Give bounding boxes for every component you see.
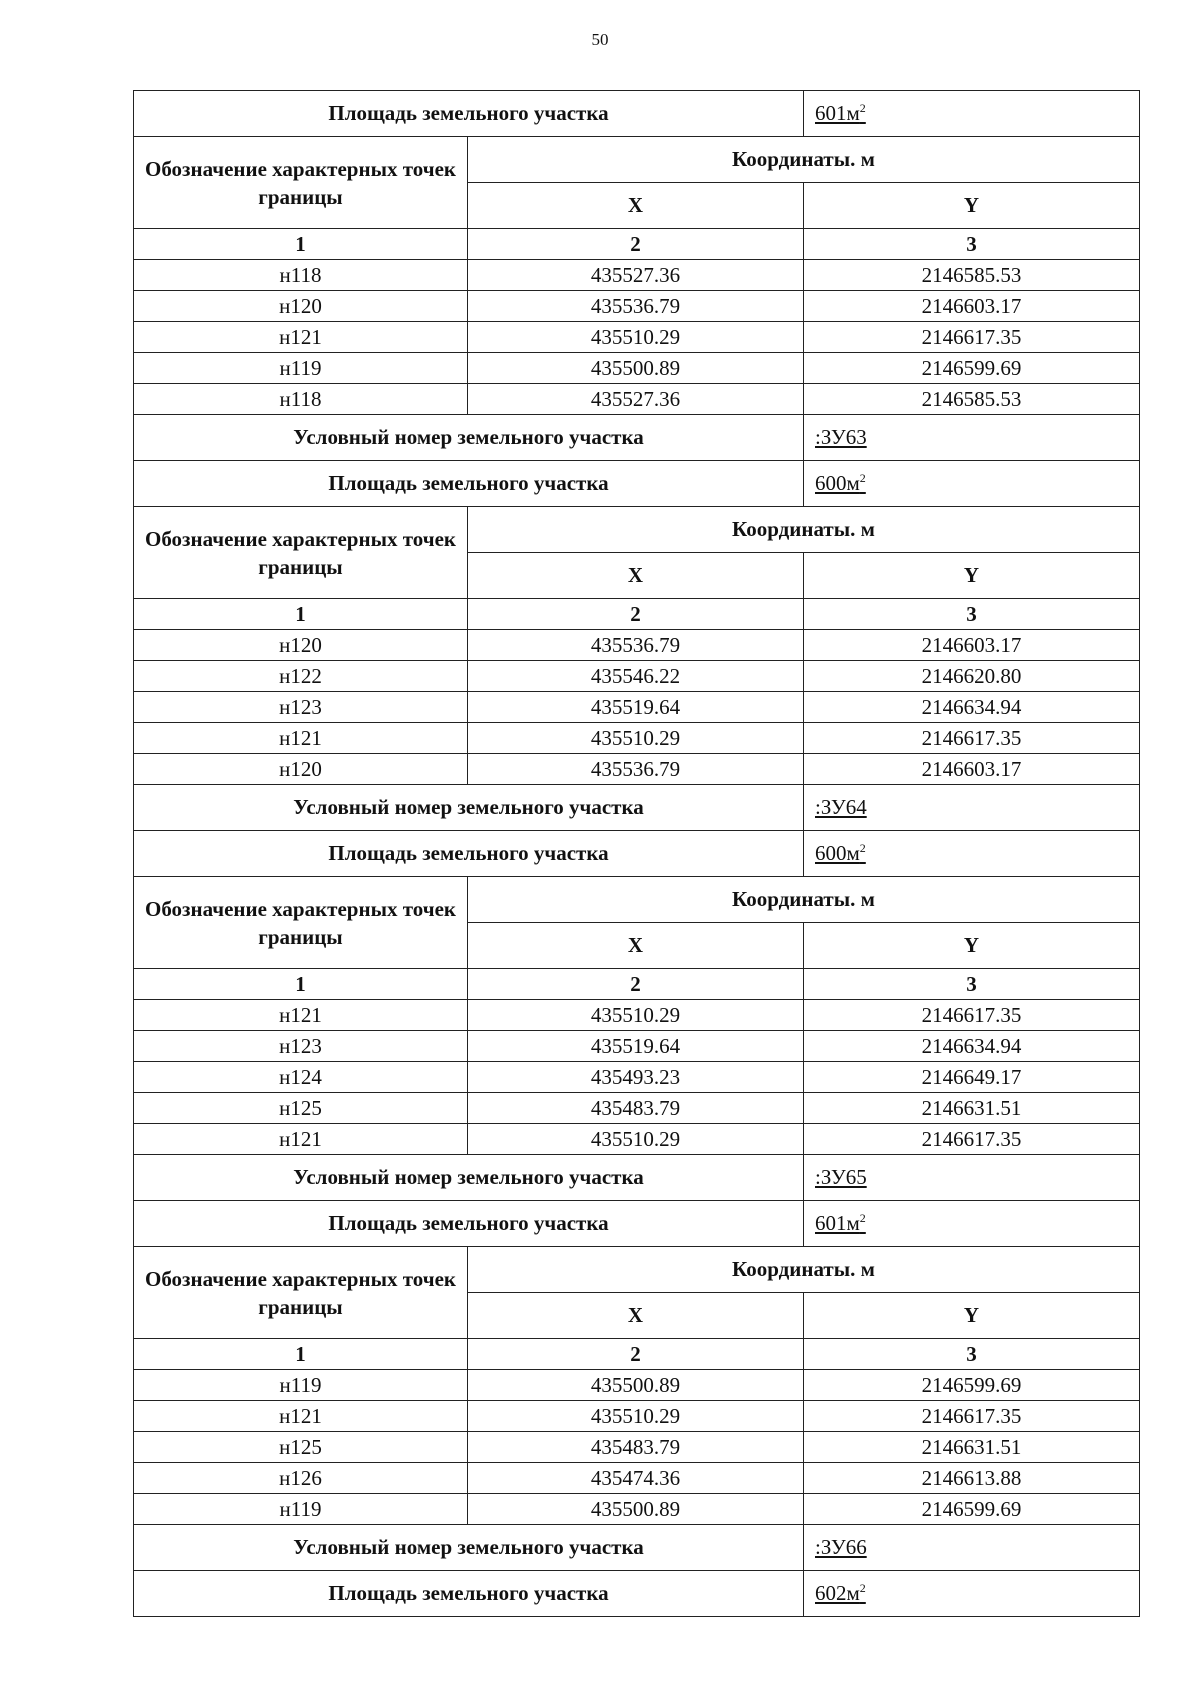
area-unit-exponent: 2 xyxy=(859,1581,866,1595)
point-y: 2146631.51 xyxy=(804,1432,1140,1463)
area-unit-exponent: 2 xyxy=(859,471,866,485)
point-row xyxy=(134,630,1140,661)
cond-number-label: Условный номер земельного участка xyxy=(134,1155,804,1201)
cond-number-row xyxy=(134,785,1140,831)
point-row xyxy=(134,260,1140,291)
area-row xyxy=(134,1571,1140,1617)
coords-header-row xyxy=(134,137,1140,183)
point-row xyxy=(134,1000,1140,1031)
area-row xyxy=(134,461,1140,507)
column-number-3: 3 xyxy=(804,1339,1140,1370)
point-x: 435493.23 xyxy=(468,1062,804,1093)
point-name: н119 xyxy=(134,1370,468,1401)
point-y: 2146585.53 xyxy=(804,260,1140,291)
area-label: Площадь земельного участка xyxy=(134,91,804,137)
point-name: н121 xyxy=(134,1000,468,1031)
area-number: 601 xyxy=(815,101,847,125)
point-name: н125 xyxy=(134,1432,468,1463)
point-row xyxy=(134,1370,1140,1401)
point-y: 2146617.35 xyxy=(804,1124,1140,1155)
point-row xyxy=(134,661,1140,692)
point-y: 2146603.17 xyxy=(804,630,1140,661)
coords-header: Координаты. м xyxy=(468,1247,1140,1293)
area-cell xyxy=(804,1571,1140,1617)
point-name: н123 xyxy=(134,1031,468,1062)
coords-header: Координаты. м xyxy=(468,507,1140,553)
cond-number-value: :ЗУ65 xyxy=(815,1165,867,1189)
area-unit-exponent: 2 xyxy=(859,101,866,115)
point-x: 435519.64 xyxy=(468,692,804,723)
point-name: н125 xyxy=(134,1093,468,1124)
point-x: 435536.79 xyxy=(468,754,804,785)
point-y: 2146599.69 xyxy=(804,1494,1140,1525)
point-name: н121 xyxy=(134,322,468,353)
point-name: н124 xyxy=(134,1062,468,1093)
point-y: 2146617.35 xyxy=(804,723,1140,754)
point-x: 435527.36 xyxy=(468,260,804,291)
column-number-3: 3 xyxy=(804,969,1140,1000)
point-name: н120 xyxy=(134,291,468,322)
point-row xyxy=(134,723,1140,754)
point-row xyxy=(134,692,1140,723)
area-label: Площадь земельного участка xyxy=(134,831,804,877)
cond-number-cell xyxy=(804,1155,1140,1201)
point-x: 435474.36 xyxy=(468,1463,804,1494)
column-number-1: 1 xyxy=(134,1339,468,1370)
column-number-2: 2 xyxy=(468,599,804,630)
point-x: 435500.89 xyxy=(468,1370,804,1401)
cond-number-value: :ЗУ64 xyxy=(815,795,867,819)
point-row xyxy=(134,1093,1140,1124)
area-unit: м xyxy=(846,101,860,125)
point-name: н121 xyxy=(134,1124,468,1155)
cond-number-cell xyxy=(804,1525,1140,1571)
cond-number-value: :ЗУ66 xyxy=(815,1535,867,1559)
point-name: н120 xyxy=(134,630,468,661)
y-header: Y xyxy=(804,183,1140,229)
area-number: 601 xyxy=(815,1211,847,1235)
area-number: 602 xyxy=(815,1581,847,1605)
area-label: Площадь земельного участка xyxy=(134,1201,804,1247)
area-label: Площадь земельного участка xyxy=(134,1571,804,1617)
point-y: 2146617.35 xyxy=(804,322,1140,353)
area-row xyxy=(134,1201,1140,1247)
cond-number-row xyxy=(134,1525,1140,1571)
cond-number-cell xyxy=(804,415,1140,461)
cond-number-row xyxy=(134,1155,1140,1201)
point-row xyxy=(134,1062,1140,1093)
point-row xyxy=(134,353,1140,384)
point-row xyxy=(134,1124,1140,1155)
area-value xyxy=(815,1581,866,1605)
point-x: 435500.89 xyxy=(468,1494,804,1525)
cond-number-label: Условный номер земельного участка xyxy=(134,1525,804,1571)
land-plot-coordinates-table xyxy=(133,90,1140,1617)
point-y: 2146613.88 xyxy=(804,1463,1140,1494)
cond-number-label: Условный номер земельного участка xyxy=(134,415,804,461)
x-header: X xyxy=(468,1293,804,1339)
area-unit: м xyxy=(846,1211,860,1235)
point-name: н119 xyxy=(134,353,468,384)
column-number-row xyxy=(134,599,1140,630)
column-number-1: 1 xyxy=(134,969,468,1000)
y-header: Y xyxy=(804,923,1140,969)
cond-number-label: Условный номер земельного участка xyxy=(134,785,804,831)
points-header: Обозначение характерных точек границы xyxy=(134,507,468,599)
column-number-row xyxy=(134,229,1140,260)
points-header: Обозначение характерных точек границы xyxy=(134,1247,468,1339)
point-name: н122 xyxy=(134,661,468,692)
area-value xyxy=(815,1211,866,1235)
coords-header-row xyxy=(134,507,1140,553)
point-y: 2146585.53 xyxy=(804,384,1140,415)
point-y: 2146634.94 xyxy=(804,692,1140,723)
column-number-row xyxy=(134,1339,1140,1370)
area-cell xyxy=(804,461,1140,507)
point-y: 2146634.94 xyxy=(804,1031,1140,1062)
cond-number-value: :ЗУ63 xyxy=(815,425,867,449)
page-number: 50 xyxy=(591,30,609,49)
area-value xyxy=(815,471,866,495)
point-row xyxy=(134,322,1140,353)
point-y: 2146599.69 xyxy=(804,1370,1140,1401)
area-cell xyxy=(804,1201,1140,1247)
area-unit-exponent: 2 xyxy=(859,1211,866,1225)
column-number-row xyxy=(134,969,1140,1000)
y-header: Y xyxy=(804,553,1140,599)
area-unit: м xyxy=(846,1581,860,1605)
point-x: 435510.29 xyxy=(468,322,804,353)
area-number: 600 xyxy=(815,841,847,865)
x-header: X xyxy=(468,183,804,229)
point-row xyxy=(134,384,1140,415)
cond-number-cell xyxy=(804,785,1140,831)
point-x: 435510.29 xyxy=(468,1000,804,1031)
coords-header-row xyxy=(134,1247,1140,1293)
point-x: 435483.79 xyxy=(468,1093,804,1124)
area-cell xyxy=(804,831,1140,877)
column-number-2: 2 xyxy=(468,229,804,260)
y-header: Y xyxy=(804,1293,1140,1339)
point-y: 2146649.17 xyxy=(804,1062,1140,1093)
area-value xyxy=(815,101,866,125)
point-x: 435519.64 xyxy=(468,1031,804,1062)
column-number-1: 1 xyxy=(134,229,468,260)
point-row xyxy=(134,754,1140,785)
point-x: 435500.89 xyxy=(468,353,804,384)
coords-header: Координаты. м xyxy=(468,877,1140,923)
x-header: X xyxy=(468,553,804,599)
point-name: н118 xyxy=(134,384,468,415)
column-number-2: 2 xyxy=(468,969,804,1000)
point-x: 435527.36 xyxy=(468,384,804,415)
point-x: 435536.79 xyxy=(468,291,804,322)
area-unit-exponent: 2 xyxy=(859,841,866,855)
points-header: Обозначение характерных точек границы xyxy=(134,137,468,229)
point-x: 435510.29 xyxy=(468,723,804,754)
point-row xyxy=(134,1031,1140,1062)
area-row xyxy=(134,91,1140,137)
coords-header: Координаты. м xyxy=(468,137,1140,183)
column-number-1: 1 xyxy=(134,599,468,630)
point-name: н126 xyxy=(134,1463,468,1494)
point-row xyxy=(134,1463,1140,1494)
area-unit: м xyxy=(846,841,860,865)
point-x: 435510.29 xyxy=(468,1124,804,1155)
point-row xyxy=(134,1432,1140,1463)
point-y: 2146631.51 xyxy=(804,1093,1140,1124)
point-row xyxy=(134,1494,1140,1525)
area-number: 600 xyxy=(815,471,847,495)
point-y: 2146599.69 xyxy=(804,353,1140,384)
area-unit: м xyxy=(846,471,860,495)
cond-number-row xyxy=(134,415,1140,461)
x-header: X xyxy=(468,923,804,969)
column-number-2: 2 xyxy=(468,1339,804,1370)
area-label: Площадь земельного участка xyxy=(134,461,804,507)
point-y: 2146617.35 xyxy=(804,1000,1140,1031)
point-x: 435546.22 xyxy=(468,661,804,692)
column-number-3: 3 xyxy=(804,599,1140,630)
coords-header-row xyxy=(134,877,1140,923)
point-x: 435510.29 xyxy=(468,1401,804,1432)
point-row xyxy=(134,291,1140,322)
point-name: н120 xyxy=(134,754,468,785)
point-row xyxy=(134,1401,1140,1432)
point-name: н121 xyxy=(134,1401,468,1432)
point-x: 435536.79 xyxy=(468,630,804,661)
point-x: 435483.79 xyxy=(468,1432,804,1463)
area-cell xyxy=(804,91,1140,137)
point-name: н118 xyxy=(134,260,468,291)
points-header: Обозначение характерных точек границы xyxy=(134,877,468,969)
column-number-3: 3 xyxy=(804,229,1140,260)
area-row xyxy=(134,831,1140,877)
point-name: н119 xyxy=(134,1494,468,1525)
point-y: 2146603.17 xyxy=(804,291,1140,322)
point-y: 2146620.80 xyxy=(804,661,1140,692)
point-name: н123 xyxy=(134,692,468,723)
point-y: 2146603.17 xyxy=(804,754,1140,785)
area-value xyxy=(815,841,866,865)
point-y: 2146617.35 xyxy=(804,1401,1140,1432)
point-name: н121 xyxy=(134,723,468,754)
